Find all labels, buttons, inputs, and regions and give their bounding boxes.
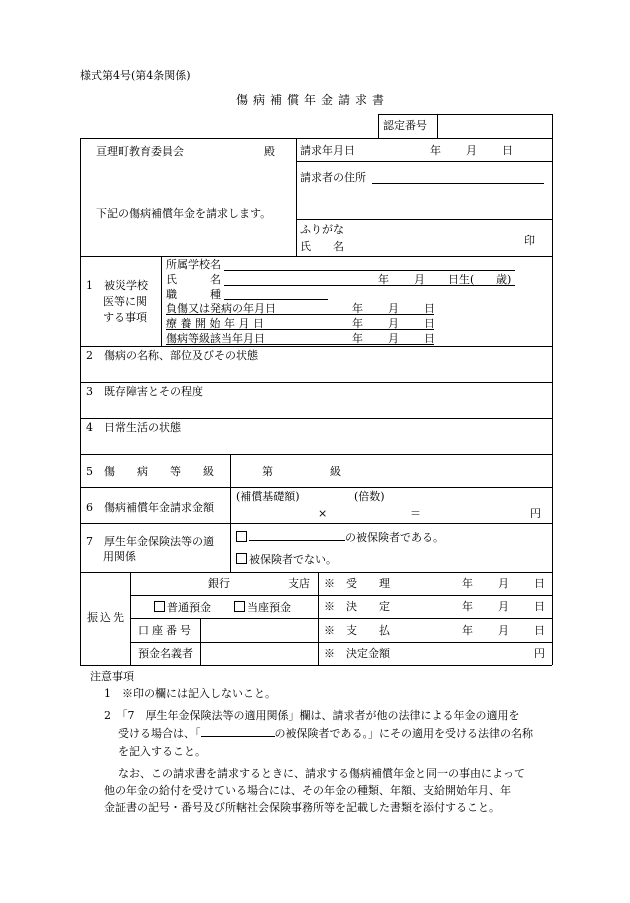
school-label: 所属学校名 (166, 258, 221, 271)
account-toza[interactable] (234, 601, 291, 613)
branch-label: 支店 (288, 577, 310, 590)
decided-amount-label: ※ 決定金額 (324, 647, 390, 660)
futsu-checkbox[interactable] (154, 601, 165, 612)
addressee: 亘理町教育委員会 (96, 145, 184, 158)
grade-day: 日 (424, 332, 435, 345)
furigana-label: ふりがな (300, 223, 344, 236)
grade-date-label: 傷病等級該当年月日 (166, 332, 265, 345)
amount-yen: 円 (530, 507, 541, 520)
equals-sign: ＝ (410, 507, 421, 520)
request-text: 下記の傷病補償年金を請求します。 (96, 207, 272, 220)
request-date-day: 日 (502, 144, 513, 157)
decision-label: ※ 決 定 (324, 600, 390, 613)
address-field[interactable] (372, 183, 544, 184)
receipt-year: 年 (462, 577, 473, 590)
request-date-year: 年 (430, 144, 441, 157)
transfer-label: 振込先 (87, 611, 126, 624)
payment-day: 日 (534, 624, 545, 637)
note-3-line1: なお、この請求書を請求するときに、請求する傷病補償年金と同一の事由によって (118, 767, 525, 780)
birth-day: 日生( (448, 273, 475, 286)
grade-kyu: 級 (330, 465, 341, 478)
note-2-line3: を記入すること。 (118, 745, 206, 758)
insured-checkbox[interactable] (236, 531, 247, 542)
not-insured-checkbox[interactable] (236, 553, 247, 564)
form-number: 様式第4号(第4条関係) (80, 69, 191, 82)
section4-field[interactable] (81, 436, 551, 454)
toza-text: 当座預金 (247, 601, 291, 614)
note-1: 1 ※印の欄には記入しないこと。 (104, 687, 276, 700)
section3-field[interactable] (81, 400, 551, 418)
grade-dai: 第 (262, 465, 273, 478)
section4-label: 4 日常生活の状態 (86, 421, 181, 434)
injury-date-label: 負傷又は発病の年月日 (166, 302, 276, 315)
section2-field[interactable] (81, 364, 551, 382)
honorific: 殿 (264, 145, 275, 158)
payment-month: 月 (498, 624, 509, 637)
account-futsu[interactable] (154, 601, 211, 613)
birth-age: 歳) (496, 273, 512, 286)
student-name-field[interactable] (224, 285, 515, 286)
section1-label-line1: 1 被災学校 (86, 279, 148, 292)
futsu-text: 普通預金 (167, 601, 211, 614)
decision-day: 日 (534, 600, 545, 613)
birth-year: 年 (378, 273, 389, 286)
not-insured-option[interactable] (236, 553, 337, 565)
request-date-label: 請求年月日 (300, 144, 355, 157)
decided-amount-yen: 円 (534, 647, 545, 660)
seal-mark: 印 (524, 234, 535, 247)
treatment-month: 月 (388, 317, 399, 330)
section7-label-line1: 7 厚生年金保険法等の適 (86, 535, 214, 548)
job-label: 職 種 (166, 288, 221, 301)
student-name-label: 氏 名 (166, 273, 221, 286)
account-holder-label: 預金名義者 (138, 647, 193, 660)
account-number-field[interactable] (201, 619, 317, 641)
toza-checkbox[interactable] (234, 601, 245, 612)
grade-year: 年 (352, 332, 363, 345)
receipt-day: 日 (534, 577, 545, 590)
section5-label: 5 傷 病 等 級 (86, 465, 214, 478)
note-3-line3: 金証書の記号・番号及び所轄社会保険事務所等を記載した書類を添付すること。 (104, 801, 500, 814)
address-label: 請求者の住所 (300, 171, 366, 184)
receipt-month: 月 (498, 577, 509, 590)
receipt-label: ※ 受 理 (324, 577, 390, 590)
section2-label: 2 傷病の名称、部位及びその状態 (86, 349, 258, 362)
approval-number-field[interactable] (438, 115, 551, 137)
treatment-start-label: 療 養 開 始 年 月 日 (166, 317, 264, 330)
section3-label: 3 既存障害とその程度 (86, 385, 203, 398)
note-2-line1: 2 「7 厚生年金保険法等の適用関係」欄は、請求者が他の法律による年金の適用を (104, 709, 520, 722)
base-amount-label: (補償基礎額) (236, 490, 300, 503)
note-2-suffix: の被保険者である。」にその適用を受ける法律の名称 (274, 727, 533, 740)
bank-label: 銀行 (208, 577, 230, 590)
decision-month: 月 (498, 600, 509, 613)
note-2-prefix: 受ける場合は、「 (118, 727, 201, 740)
note-2-line2 (118, 727, 533, 739)
section7-label-line2: 用関係 (103, 550, 136, 563)
decision-year: 年 (462, 600, 473, 613)
multiplier-label: (倍数) (354, 490, 385, 503)
name-label: 氏 名 (300, 240, 344, 253)
form-title: 傷病補償年金請求書 (236, 93, 390, 107)
school-field[interactable] (224, 270, 515, 271)
request-date-month: 月 (466, 144, 477, 157)
injury-day: 日 (424, 302, 435, 315)
account-holder-field[interactable] (201, 643, 317, 664)
approval-number-label: 認定番号 (383, 119, 427, 132)
insured-text: の被保険者である。 (345, 531, 444, 544)
birth-month: 月 (414, 273, 425, 286)
account-number-label: 口座番号 (138, 624, 194, 637)
notes-heading: 注意事項 (90, 670, 134, 683)
grade-month: 月 (388, 332, 399, 345)
treatment-year: 年 (352, 317, 363, 330)
payment-year: 年 (462, 624, 473, 637)
injury-year: 年 (352, 302, 363, 315)
section1-label-line3: する事項 (103, 311, 147, 324)
note-3-line2: 他の年金の給付を受けている場合には、その年金の種類、年額、支給開始年月、年 (104, 784, 511, 797)
section6-label: 6 傷病補償年金請求金額 (86, 501, 214, 514)
treatment-day: 日 (424, 317, 435, 330)
not-insured-text: 被保険者でない。 (249, 553, 337, 566)
multiply-sign: × (318, 507, 328, 520)
insured-option[interactable] (236, 531, 444, 543)
payment-label: ※ 支 払 (324, 624, 390, 637)
section1-label-line2: 医等に関 (103, 295, 147, 308)
injury-month: 月 (388, 302, 399, 315)
job-field[interactable] (224, 299, 328, 300)
